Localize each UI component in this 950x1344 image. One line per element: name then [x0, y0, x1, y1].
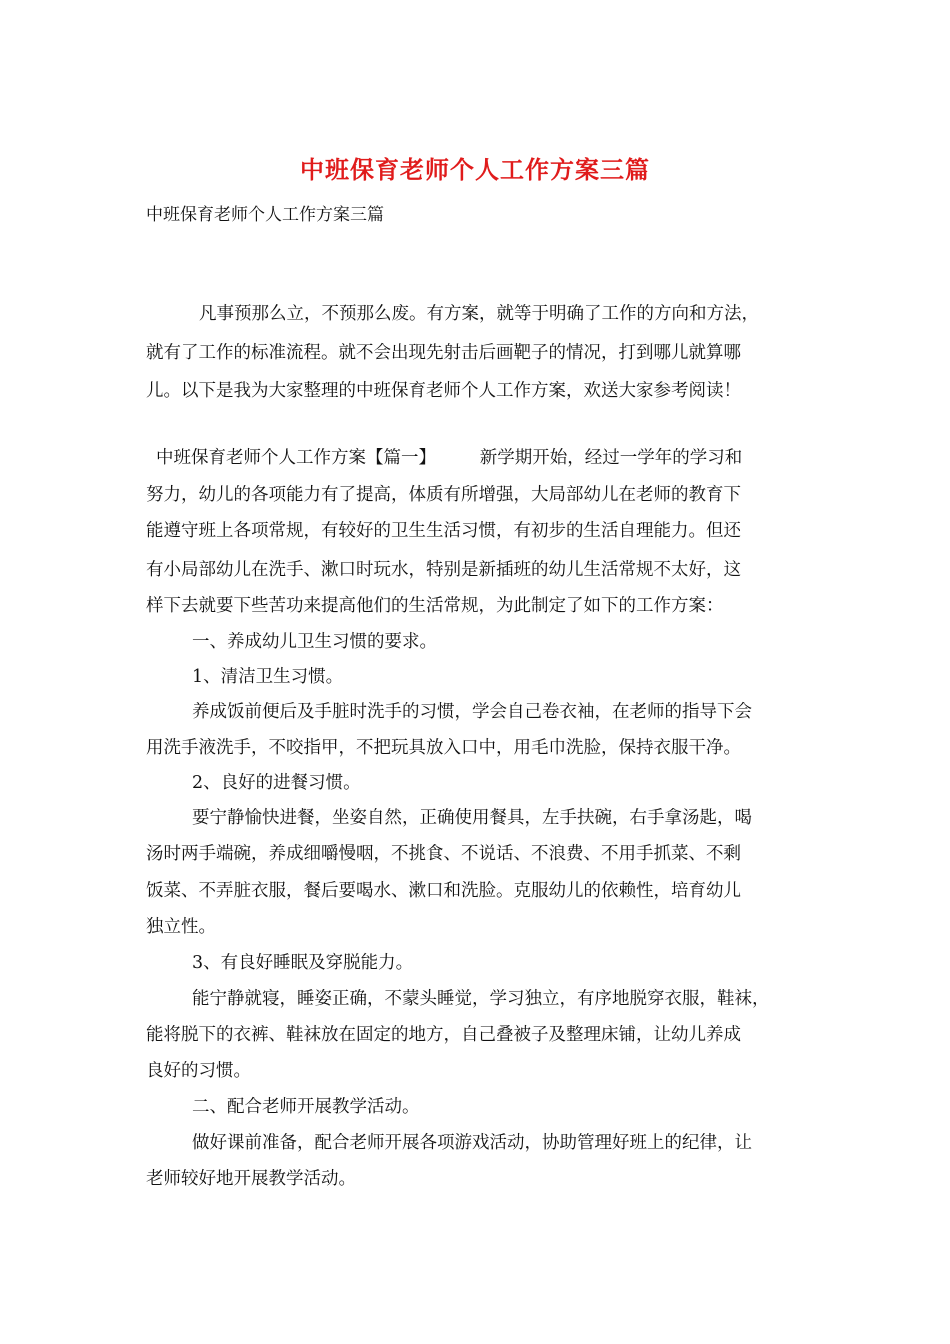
subsection-heading: 3、有良好睡眠及穿脱能力。 — [192, 953, 414, 973]
document-subtitle: 中班保育老师个人工作方案三篇 — [146, 205, 384, 225]
paragraph-line: 独立性。 — [146, 917, 216, 937]
paragraph-line: 能宁静就寝，睡姿正确，不蒙头睡觉，学习独立，有序地脱穿衣服，鞋袜， — [192, 989, 770, 1009]
paragraph-line: 凡事预那么立，不预那么废。有方案，就等于明确了工作的方向和方法， — [199, 304, 759, 324]
paragraph-line: 努力，幼儿的各项能力有了提高，体质有所增强，大局部幼儿在老师的教育下 — [146, 485, 741, 505]
paragraph-line: 要宁静愉快进餐，坐姿自然，正确使用餐具，左手扶碗，右手拿汤匙，喝 — [192, 808, 752, 828]
paragraph-line: 做好课前准备，配合老师开展各项游戏活动，协助管理好班上的纪律，让 — [192, 1133, 752, 1153]
paragraph-line: 汤时两手端碗，养成细嚼慢咽，不挑食、不说话、不浪费、不用手抓菜、不剩 — [146, 844, 741, 864]
document-title: 中班保育老师个人工作方案三篇 — [300, 155, 650, 184]
paragraph-line: 能遵守班上各项常规，有较好的卫生生活习惯，有初步的生活自理能力。但还 — [146, 521, 741, 541]
paragraph-line: 良好的习惯。 — [146, 1061, 251, 1081]
paragraph-line: 样下去就要下些苦功来提高他们的生活常规，为此制定了如下的工作方案： — [146, 596, 724, 616]
paragraph-line: 能将脱下的衣裤、鞋袜放在固定的地方，自己叠被子及整理床铺，让幼儿养成 — [146, 1025, 741, 1045]
subsection-heading: 1、清洁卫生习惯。 — [192, 667, 344, 687]
subsection-heading: 2、良好的进餐习惯。 — [192, 773, 361, 793]
paragraph-line: 有小局部幼儿在洗手、漱口时玩水，特别是新插班的幼儿生活常规不太好，这 — [146, 560, 741, 580]
paragraph-line: 就有了工作的标准流程。就不会出现先射击后画靶子的情况，打到哪儿就算哪 — [146, 343, 741, 363]
section-heading: 二、配合老师开展教学活动。 — [192, 1097, 420, 1117]
section-heading: 一、养成幼儿卫生习惯的要求。 — [192, 632, 437, 652]
paragraph-line: 中班保育老师个人工作方案【篇一】 新学期开始，经过一学年的学习和 — [156, 448, 743, 468]
paragraph-line: 儿。以下是我为大家整理的中班保育老师个人工作方案，欢送大家参考阅读！ — [146, 381, 741, 401]
paragraph-line: 饭菜、不弄脏衣服，餐后要喝水、漱口和洗脸。克服幼儿的依赖性，培育幼儿 — [146, 881, 741, 901]
paragraph-line: 养成饭前便后及手脏时洗手的习惯，学会自己卷衣袖，在老师的指导下会 — [192, 702, 752, 722]
paragraph-line: 用洗手液洗手，不咬指甲，不把玩具放入口中，用毛巾洗脸，保持衣服干净。 — [146, 738, 741, 758]
paragraph-line: 老师较好地开展教学活动。 — [146, 1169, 356, 1189]
